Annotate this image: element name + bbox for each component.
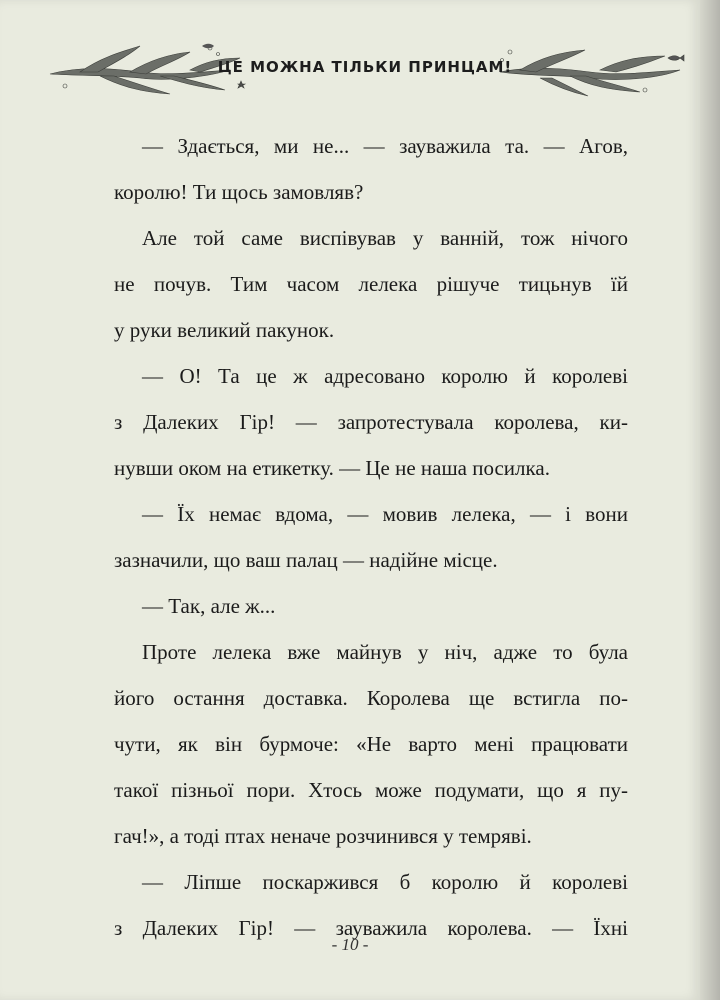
text-line: — Ліпше поскаржився б королю й королеві: [142, 870, 628, 894]
text-line: такої пізньої пори. Хтось може подумати, що я пу-: [114, 778, 628, 802]
text-line: Але той саме виспівував у ванній, тож нічого: [142, 226, 628, 250]
paragraph-5: [114, 583, 628, 629]
text-line: — Здається, ми не... — зауважила та. — Агов,: [142, 134, 628, 158]
text-line: з Далеких Гір! — зауважила королева. — Їхні: [114, 916, 628, 940]
page-edge: [700, 0, 720, 1000]
paragraph-1: [114, 123, 628, 215]
paragraph-2: [114, 215, 628, 353]
text-line: зазначили, що ваш палац — надійне місце.: [114, 548, 498, 572]
page-header: [40, 42, 690, 102]
paragraph-6: [114, 629, 628, 859]
text-line: чути, як він бурмоче: «Не варто мені працювати: [114, 732, 628, 756]
text-line: нувши оком на етикетку. — Це не наша посилка.: [114, 456, 550, 480]
text-line: не почув. Тим часом лелека рішуче тицьнув їй: [114, 272, 628, 296]
text-line: у руки великий пакунок.: [114, 318, 335, 342]
text-line: Проте лелека вже майнув у ніч, адже то була: [142, 640, 628, 664]
paragraph-4: [114, 491, 628, 583]
text-line: — Їх немає вдома, — мовив лелека, — і вони: [142, 502, 628, 526]
text-line: — О! Та це ж адресовано королю й королеві: [142, 364, 628, 388]
body-text: [114, 123, 628, 951]
page-number: - 10 -: [331, 935, 369, 954]
text-line: — Так, але ж...: [142, 594, 276, 618]
text-line: його остання доставка. Королева ще встигла по-: [114, 686, 628, 710]
paragraph-3: [114, 353, 628, 491]
running-title: ЦЕ МОЖНА ТІЛЬКИ ПРИНЦАМ!: [217, 58, 513, 76]
text-line: королю! Ти щось замовляв?: [114, 180, 364, 204]
text-line: з Далеких Гір! — запротестувала королева, ки-: [114, 410, 628, 434]
text-line: гач!», а тоді птах неначе розчинився у темряві.: [114, 824, 532, 848]
